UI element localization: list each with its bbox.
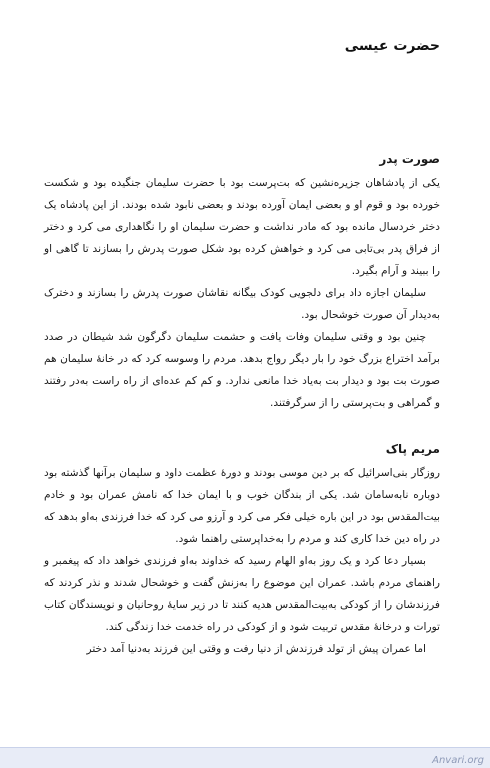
section-father-image xyxy=(44,150,440,414)
footer-bar xyxy=(0,747,490,768)
paragraph: یکی از پادشاهان جزیره‌نشین که بت‌پرست بود با حضرت سلیمان جنگیده بود و شکست خورده بود و قوم او و بعضی ایمان آورده بودند و بعضی نابود شده بودند. از این پادشاه یک دختر خردسال مانده بود که مادر نداشت و حضرت سلیمان او را نگاهداری می کرد و دختر از فراق پدر بی‌تابی می کرد و خواهش کرده بود شکل صورت پدرش را بسازند تا گاهی او را ببیند و آرام بگیرد. xyxy=(44,177,440,277)
paragraph: بسیار دعا کرد و یک روز به‌او الهام رسید که خداوند به‌او فرزندی خواهد داد که پیغمبر و راهنمای مردم باشد. عمران این موضوع را به‌زنش گفت و خوشحال شدند و نذر کردند که فرزندشان را از کودکی به‌بیت‌المقدس هدیه کنند تا در زیر سایهٔ روحانیان و نویسندگان کتاب تورات و درخانهٔ مقدس تربیت شود و از کودکی در راه خدمت خدا زندگی کند. xyxy=(44,555,440,633)
section-pure-maryam xyxy=(44,440,440,660)
chapter-title: حضرت عیسی xyxy=(344,38,440,54)
paragraph: اما عمران پیش از تولد فرزندش از دنیا رفت و وقتی این فرزند به‌دنیا آمد دختر xyxy=(86,643,426,655)
site-watermark: Anvari.org xyxy=(432,755,484,766)
section-heading: مریم پاک xyxy=(385,442,440,456)
section-heading: صورت پدر xyxy=(379,152,440,166)
paragraph: چنین بود و وقتی سلیمان وفات یافت و حشمت سلیمان دگرگون شد شیطان در صدد برآمد اختراع بزرگ خود را بار دیگر رواج بدهد. مردم را وسوسه کرد که در خانهٔ سلیمان هم صورت بت بود و دیدار بت به‌یاد خدا مانعی ندارد. و کم کم عده‌ای از راه راست به‌در رفتند و گمراهی و بت‌پرستی را از سرگرفتند. xyxy=(44,331,440,409)
paragraph: سلیمان اجازه داد برای دلجویی کودک بیگانه نقاشان صورت پدرش را بسازند و دخترک به‌دیدار آن صورت خوشحال بود. xyxy=(44,287,440,321)
paragraph: روزگار بنی‌اسرائیل که بر دین موسی بودند و دورهٔ عظمت داود و سلیمان برآنها گذشته بود دوباره نابه‌سامان شد. یکی از بندگان خوب و با ایمان خدا که نامش عمران بود و خادم بیت‌المقدس بود در این باره خیلی فکر می کرد و آرزو می کرد که خدا فرزندی به‌او بدهد که در راه دین خدا کاری کند و مردم را به‌خداپرستی راهنما شود. xyxy=(44,467,440,545)
